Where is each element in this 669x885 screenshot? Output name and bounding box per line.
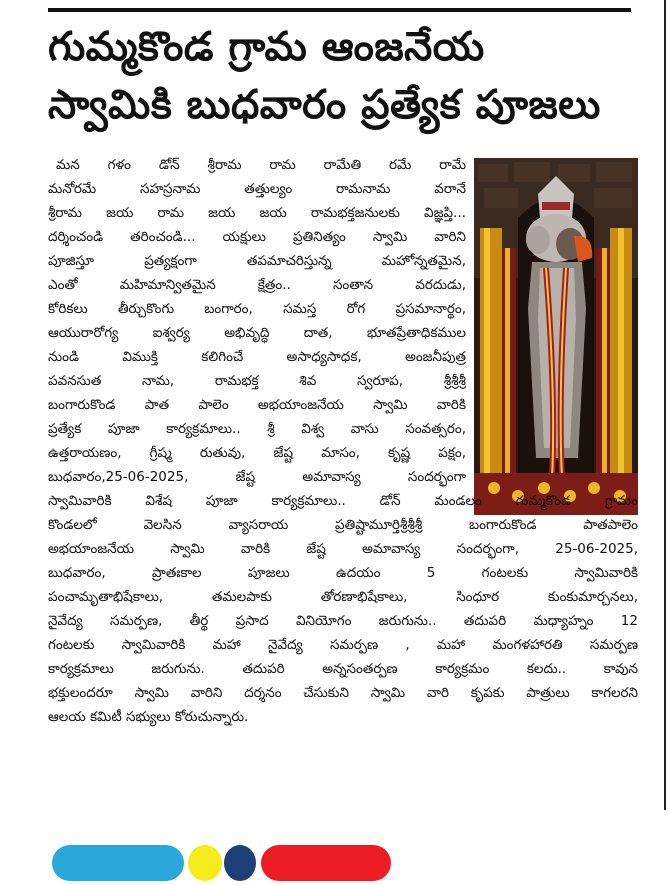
article-line: మనోరమే సహస్రనామ తత్తుల్యం రామనామ వరానే [48, 181, 466, 197]
article-line: బుధవారం, ప్రాతఃకాల పూజలు ఉదయం 5 గంటలకు స్వామివారికి [48, 565, 638, 581]
article-line: దర్శించండి తరించండి... యక్షులు ప్రతినిత్యం స్వామి వారిని [48, 229, 466, 245]
article-line: నుండి విముక్తి కలిగించే అసాధ్యసాధక, అంజనీపుత్ర [48, 349, 466, 365]
article-line: ఎంతో మహిమాన్వితమైన క్షేత్రం.. సంతాన వరదుడు, [48, 277, 466, 293]
headline-line-2: స్వామికి బుధవారం ప్రత్యేక పూజలు [48, 82, 601, 128]
column-divider [664, 0, 666, 810]
article-line: ఉత్తరాయణం, గ్రీష్మ రుతువు, జేష్ట మాసం, కృష్ణ పక్షం, [48, 445, 466, 461]
article-line: అభయాంజనేయ స్వామి వారికి జేష్ట అమావాస్య సందర్భంగా, 25-06-2025, [48, 541, 638, 557]
article-body [48, 153, 638, 729]
article-line: కోరికలు తీర్చుకొంగు బంగారం, సమస్త రోగ ప్రసమానార్థం, [48, 301, 466, 317]
article-line: శ్రీరామ జయ రామ జయ జయ రామభక్తజనులకు విజ్ఞప్తి... [48, 205, 466, 221]
top-rule [48, 8, 631, 12]
article-line: మన గళం డోన్ శ్రీరామ రామ రామేతి రమే రామే [56, 157, 466, 173]
article-line: కార్యక్రమాలు జరుగును. తదుపరి అన్నసంతర్పణ కార్యక్రమం కలదు.. కావున [48, 661, 638, 677]
color-dot-yellow [188, 845, 222, 881]
article-line: ఆయురారోగ్య ఐశ్వర్య అభివృద్ధి దాత, భూతప్రేతాధికముల [48, 325, 466, 341]
article-line: పంచామృతాభిషేకాలు, తమలపాకు తోరణాభిషేకాలు, సింధూర కుంకుమార్చనలు, [48, 589, 638, 605]
color-bar-cyan [52, 845, 184, 881]
color-bar-red [261, 845, 391, 881]
headline [48, 18, 648, 134]
article-line: నైవేద్య సమర్పణ, తీర్థ ప్రసాద వినియోగం జరుగును.. తదుపరి మధ్యాహ్నం 12 [48, 613, 638, 629]
article-line: స్వామివారికి విశేష పూజా కార్యక్రమాలు.. డోన్ మండలం గుమ్మకొండ గ్రామం [48, 493, 638, 509]
article-line: కొండలలో వెలసిన వ్యాసరాయ ప్రతిష్టామూర్తిశ్రీశ్రీశ్రీ బంగారుకొండ పాతపాలెం [48, 517, 638, 533]
article-line: ప్రత్యేక పూజా కార్యక్రమాలు.. శ్రీ విశ్వ వాసు సంవత్సరం, [48, 421, 466, 437]
article-line: బంగారుకొండ పాత పాలెం అభయాంజనేయ స్వామి వారికి [48, 397, 466, 413]
headline-line-1: గుమ్మకొండ గ్రామ ఆంజనేయ [48, 24, 485, 70]
article-line: బుధవారం,25-06-2025, జేష్ట అమావాస్య సందర్భంగా [48, 469, 466, 485]
article-line: గంటలకు స్వామివారికి మహా నైవేద్య సమర్పణ , మహా మంగళహారతి సమర్పణ [48, 637, 638, 653]
article-line: పూజిస్తూ ప్రత్యక్షంగా తపమాచరిస్తున్న మహోన్నతమైన, [48, 253, 466, 269]
article-line: పవనసుత నామ, రామభక్త శివ స్వరూప, శ్రీశ్రీశ్రీ [48, 373, 466, 389]
color-dot-navy [224, 845, 256, 881]
article-line: భక్తులందరూ స్వామి వారిని దర్శనం చేసుకుని స్వామి వారి కృపకు పాత్రులు కాగలరని [48, 685, 638, 701]
article-line: ఆలయ కమిటీ సభ్యులు కోరుచున్నారు. [48, 709, 249, 725]
